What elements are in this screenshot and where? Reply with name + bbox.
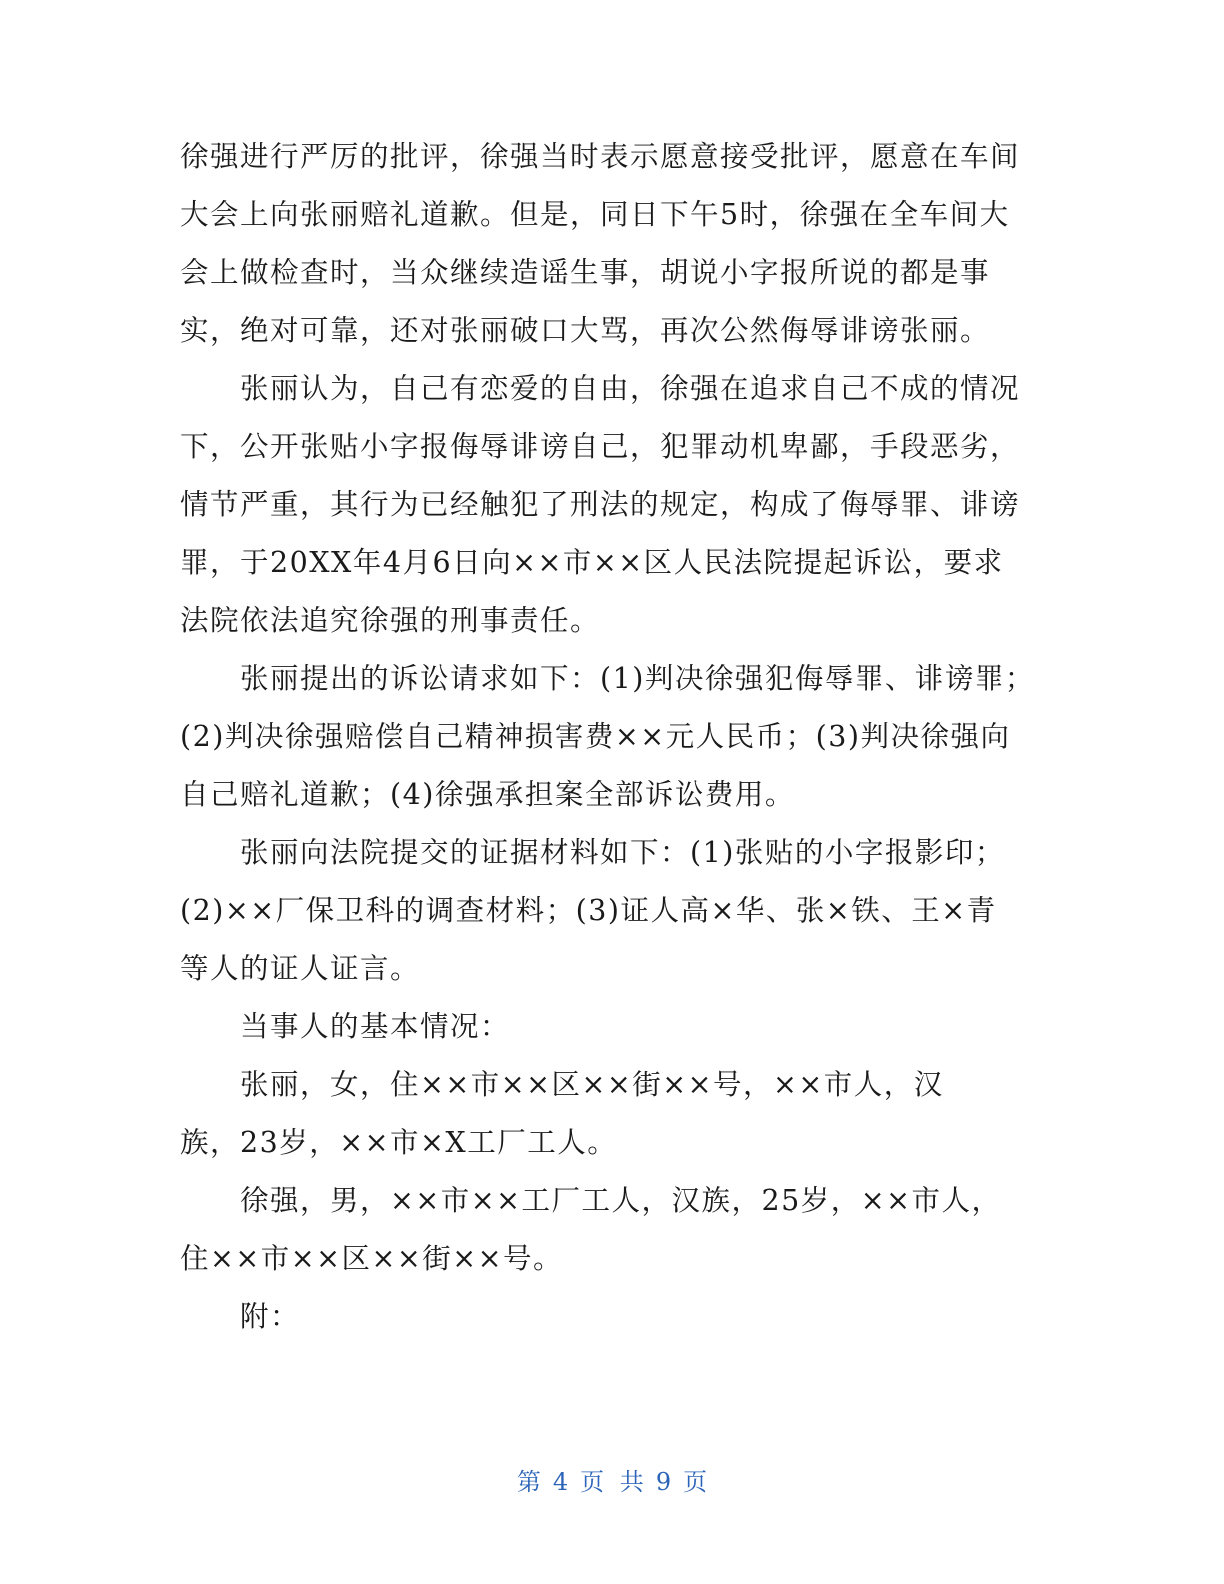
current-page-number: 4 xyxy=(552,1468,569,1496)
text-line: 罪，于20XX年4月6日向××市××区人民法院提起诉讼，要求 xyxy=(180,546,1004,579)
text-line: 住××市××区××街××号。 xyxy=(180,1242,564,1275)
section-heading: 当事人的基本情况： xyxy=(240,1010,511,1043)
document-body xyxy=(180,128,1040,1346)
page-footer xyxy=(0,1462,1224,1497)
total-pages-number: 9 xyxy=(655,1468,672,1496)
text-line: 自己赔礼道歉；(4)徐强承担案全部诉讼费用。 xyxy=(180,778,795,811)
text-line: 会上做检查时，当众继续造谣生事，胡说小字报所说的都是事 xyxy=(180,256,991,289)
text-line: 族，23岁，××市×X工厂工人。 xyxy=(180,1126,618,1159)
text-line: 下，公开张贴小字报侮辱诽谤自己，犯罪动机卑鄙，手段恶劣， xyxy=(180,430,1021,463)
footer-suffix: 页 xyxy=(683,1468,708,1496)
appendix-label: 附： xyxy=(240,1300,301,1333)
paragraph-start: 张丽认为，自己有恋爱的自由，徐强在追求自己不成的情况 xyxy=(240,372,1021,405)
text-line: 法院依法追究徐强的刑事责任。 xyxy=(180,604,601,637)
text-line: 情节严重，其行为已经触犯了刑法的规定，构成了侮辱罪、诽谤 xyxy=(180,488,1021,521)
text-line: 徐强进行严厉的批评，徐强当时表示愿意接受批评，愿意在车间 xyxy=(180,140,1021,173)
paragraph-start: 徐强，男，××市××工厂工人，汉族，25岁，××市人， xyxy=(240,1184,1002,1217)
text-line: (2)判决徐强赔偿自己精神损害费××元人民币；(3)判决徐强向 xyxy=(180,720,1011,753)
paragraph-start: 张丽，女，住××市××区××街××号，××市人，汉 xyxy=(240,1068,944,1101)
paragraph-start: 张丽向法院提交的证据材料如下：(1)张贴的小字报影印； xyxy=(240,836,1005,869)
text-line: (2)××厂保卫科的调查材料；(3)证人高×华、张×铁、王×青 xyxy=(180,894,997,927)
paragraph-start: 张丽提出的诉讼请求如下：(1)判决徐强犯侮辱罪、诽谤罪； xyxy=(240,662,1035,695)
text-line: 大会上向张丽赔礼道歉。但是，同日下午5时，徐强在全车间大 xyxy=(180,198,1010,231)
footer-prefix: 第 xyxy=(516,1468,541,1496)
text-line: 等人的证人证言。 xyxy=(180,952,421,985)
text-line: 实，绝对可靠，还对张丽破口大骂，再次公然侮辱诽谤张丽。 xyxy=(180,314,991,347)
footer-middle: 页 共 xyxy=(580,1468,644,1496)
